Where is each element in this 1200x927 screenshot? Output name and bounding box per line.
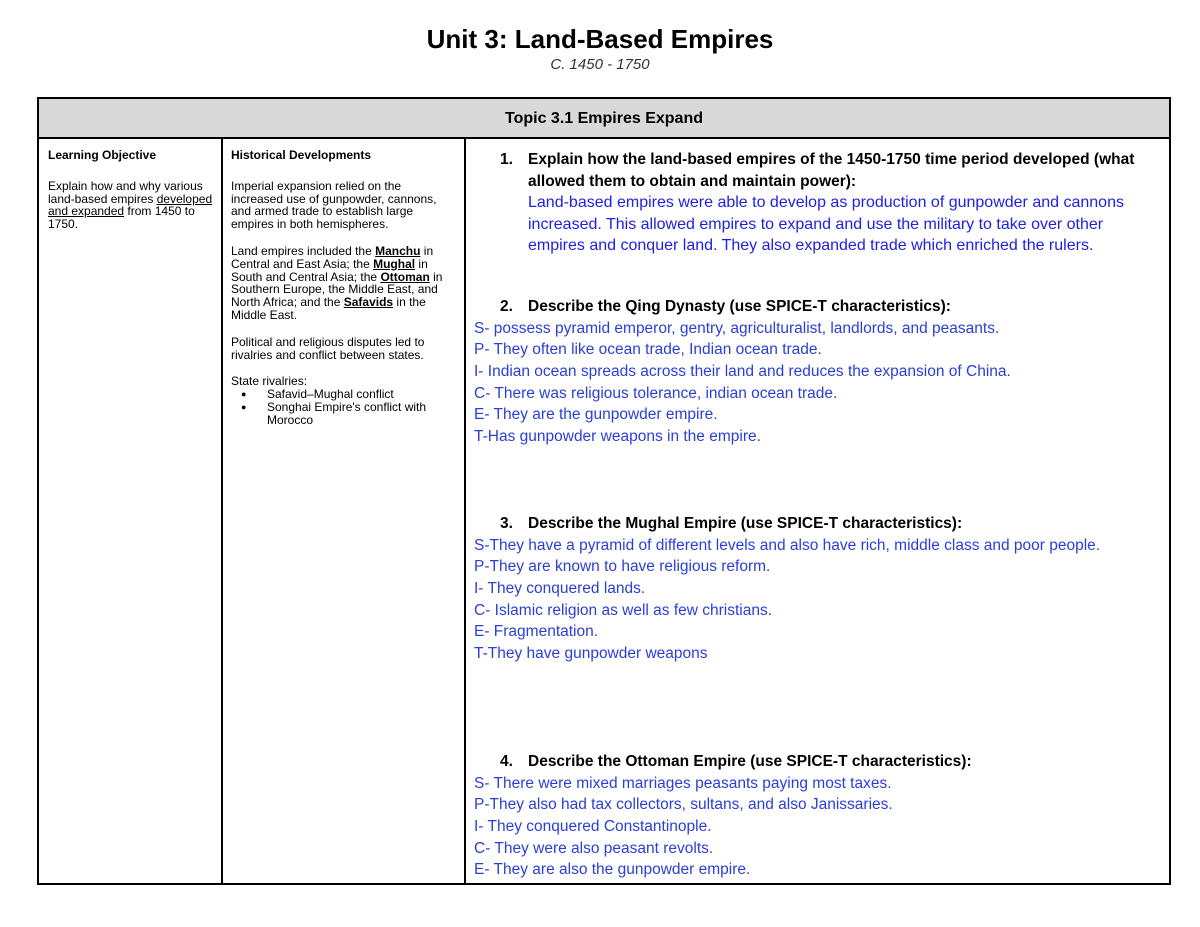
empire-safavids: Safavids	[343, 295, 394, 310]
unit-table	[37, 97, 1171, 885]
para-text: in the Middle East.	[231, 295, 426, 322]
historical-developments-heading: Historical Developments	[231, 148, 372, 162]
answer-line: I- They conquered lands.	[474, 579, 646, 597]
questions-column	[466, 139, 1169, 883]
answer-line: P- They often like ocean trade, Indian ocean trade.	[474, 341, 822, 359]
question-4	[474, 751, 1159, 881]
para-text: in Central and East Asia; the	[231, 243, 434, 271]
list-item: ● Safavid–Mughal conflict	[267, 388, 456, 401]
topic-header: Topic 3.1 Empires Expand	[39, 99, 1169, 139]
answer-line: S- possess pyramid emperor, gentry, agriculturalist, landlords, and peasants.	[474, 319, 1000, 337]
empire-manchu: Manchu	[375, 243, 421, 258]
empire-mughal: Mughal	[373, 256, 416, 271]
para-text: in South and Central Asia; the	[231, 256, 428, 284]
question-number: 4.	[500, 753, 513, 770]
question-number: 1.	[500, 151, 513, 168]
question-number: 2.	[500, 298, 513, 315]
land-empires-paragraph	[231, 245, 456, 322]
empire-ottoman: Ottoman	[380, 269, 430, 284]
question-3	[474, 513, 1159, 665]
page-subtitle: C. 1450 - 1750	[550, 56, 650, 73]
question-1-prompt	[474, 149, 1159, 192]
learning-objective-text	[48, 180, 213, 231]
objective-text-start: Explain how and why various land-based empires	[48, 178, 203, 206]
question-3-prompt	[474, 513, 1159, 535]
answer-line: T-They have gunpowder weapons	[474, 645, 708, 663]
question-2	[474, 296, 1159, 448]
answer-line: E- Fragmentation.	[474, 623, 599, 641]
expansion-paragraph: Imperial expansion relied on the increased use of gunpowder, cannons, and armed trade to establish large empires in both hemispheres.	[231, 178, 437, 232]
answer-line: P-They also had tax collectors, sultans, and also Janissaries.	[474, 796, 893, 814]
question-text: Describe the Qing Dynasty (use SPICE-T characteristics):	[528, 298, 951, 315]
question-4-prompt	[474, 751, 1159, 773]
learning-objective-heading: Learning Objective	[48, 148, 157, 162]
objective-text-end: from 1450 to 1750.	[48, 204, 195, 232]
question-text: Describe the Ottoman Empire (use SPICE-T characteristics):	[528, 753, 972, 770]
question-text: Describe the Mughal Empire (use SPICE-T characteristics):	[528, 515, 963, 532]
question-text: Explain how the land-based empires of the 1450-1750 time period developed (what allowed them to obtain and maintain power):	[528, 151, 1135, 190]
answer-line: S- There were mixed marriages peasants paying most taxes.	[474, 774, 892, 792]
disputes-paragraph: Political and religious disputes led to rivalries and conflict between states.	[231, 334, 425, 362]
answer-line: E- They are also the gunpowder empire.	[474, 861, 751, 879]
objective-underlined-text: developed and expanded	[48, 191, 213, 219]
question-2-prompt	[474, 296, 1159, 318]
list-item: ● Songhai Empire's conflict with Morocco	[267, 401, 456, 427]
para-text: Land empires included the	[231, 243, 376, 258]
rivalries-label: State rivalries:	[231, 374, 308, 389]
answer-line: C- They were also peasant revolts.	[474, 839, 714, 857]
answer-line: I- Indian ocean spreads across their land and reduces the expansion of China.	[474, 362, 1011, 380]
learning-objective-column	[39, 139, 223, 883]
answer-line: C- There was religious tolerance, indian ocean trade.	[474, 384, 838, 402]
answer-line: S-They have a pyramid of different levels and also have rich, middle class and poor people.	[474, 536, 1101, 554]
historical-developments-column	[223, 139, 466, 883]
rivalries-list	[231, 388, 456, 426]
answer-line: C- Islamic religion as well as few christians.	[474, 601, 773, 619]
answer-line: T-Has gunpowder weapons in the empire.	[474, 428, 761, 446]
answer-line: P-They are known to have religious reform.	[474, 558, 771, 576]
answer-line: I- They conquered Constantinople.	[474, 817, 712, 835]
para-text: in Southern Europe, the Middle East, and North Africa; and the	[231, 269, 443, 310]
page-title: Unit 3: Land-Based Empires	[426, 24, 774, 54]
answer-line: E- They are the gunpowder empire.	[474, 406, 718, 424]
question-1	[474, 149, 1159, 257]
question-1-answer: Land-based empires were able to develop as production of gunpowder and cannons increased. This allowed empires to expand and use the military to take over other empires and conquer land. They also expanded trade which enriched the rulers.	[528, 194, 1124, 254]
question-number: 3.	[500, 515, 513, 532]
